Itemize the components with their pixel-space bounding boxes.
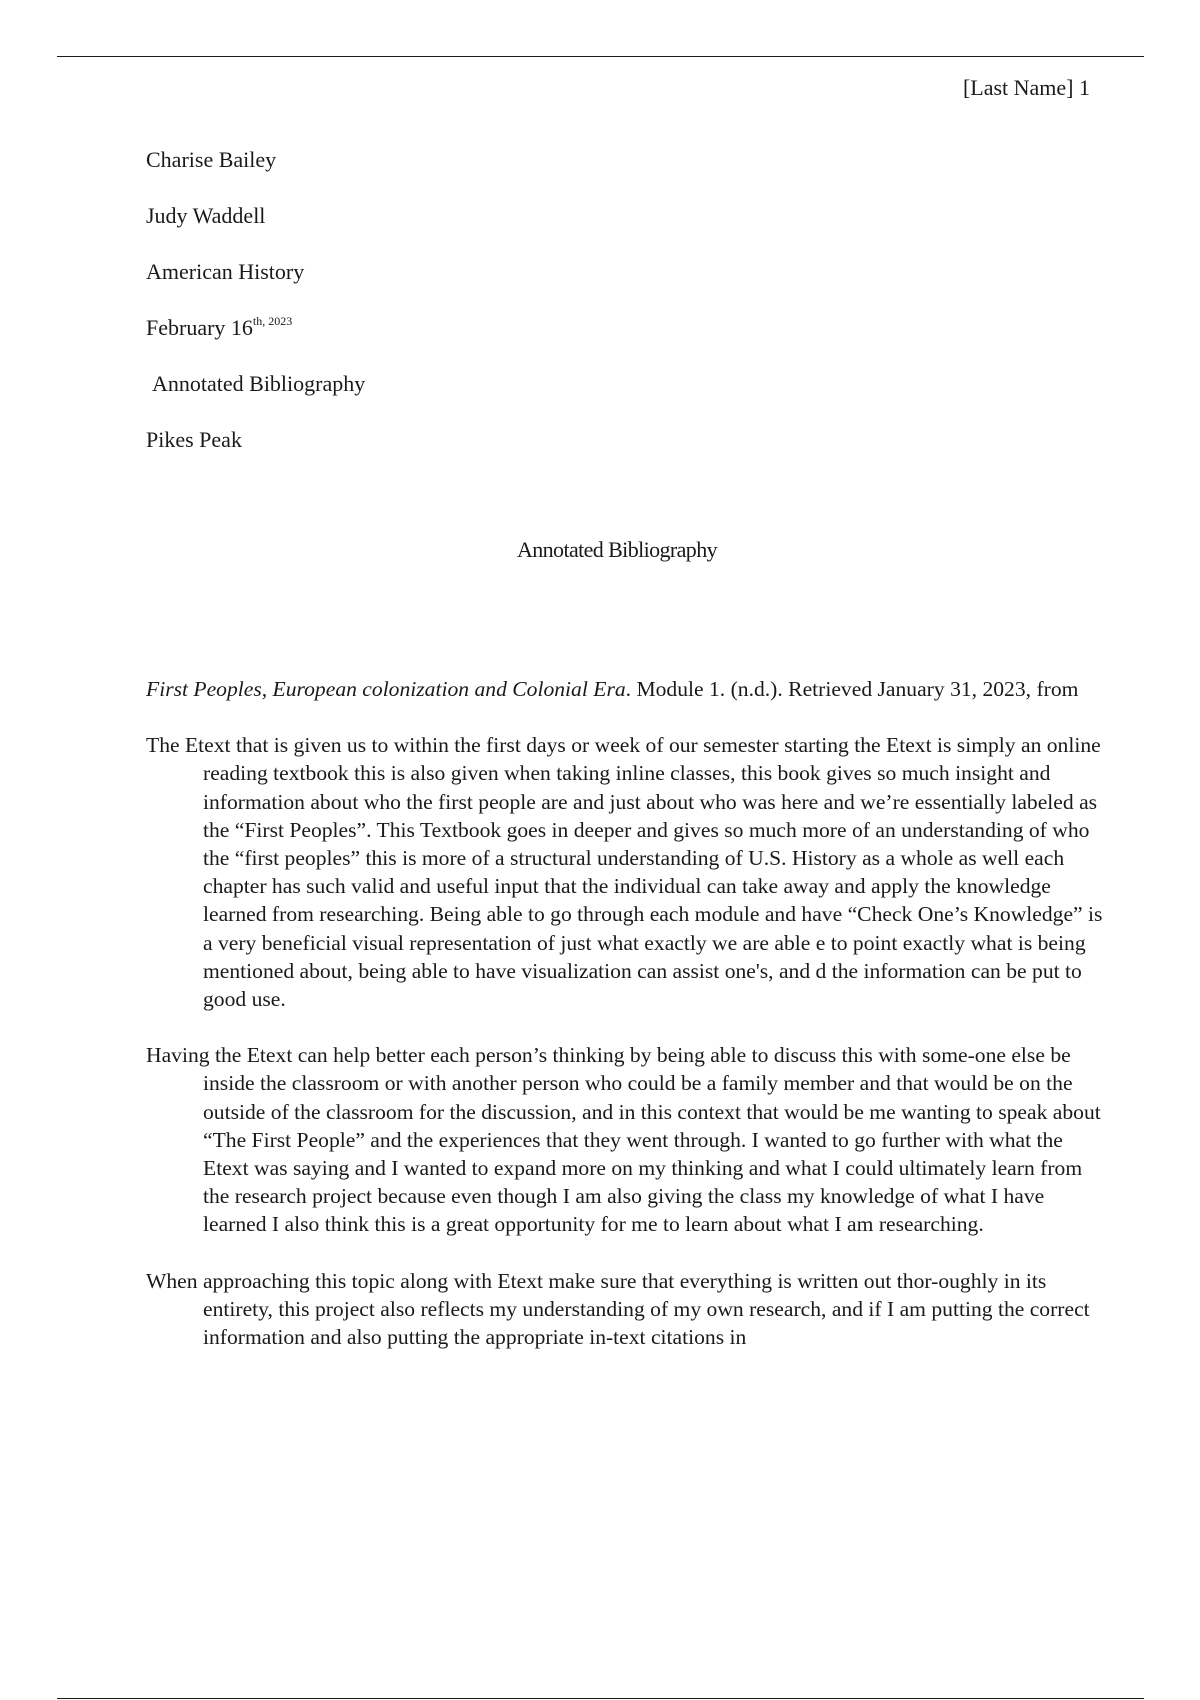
- citation-title: First Peoples, European colonization and Colonial Era: [146, 677, 626, 701]
- date: [146, 312, 746, 368]
- top-rule: [57, 56, 1144, 57]
- citation-details: . Module 1. (n.d.). Retrieved January 31, 2023, from: [625, 677, 1079, 701]
- annotation-paragraph-2: Having the Etext can help better each person’s thinking by being able to discuss this with some-one else be inside the classroom or with another person who could be a family member and that would be on the outside of the classroom for the discussion, and in this context that would be me wanting to speak about “The First People” and the experiences that they went through. I wanted to go further with what the Etext was saying and I wanted to expand more on my thinking and what I could ultimately learn from the research project because even though I am also giving the class my knowledge of what I have learned I also think this is a great opportunity for me to learn about what I am researching.: [146, 1043, 1101, 1237]
- annotation-paragraph-1: The Etext that is given us to within the first days or week of our semester starting the Etext is simply an online reading textbook this is also given when taking inline classes, this book gives so much insight and information about who the first people are and just about who was here and we’re essentially labeled as the “First Peoples”. This Textbook goes in deeper and gives so much more of an understanding of who the “first peoples” this is more of a structural understanding of U.S. History as a whole as well each chapter has such valid and useful input that the individual can take away and apply the knowledge learned from researching. Being able to go through each module and have “Check One’s Knowledge” is a very beneficial visual representation of just what exactly we are able e to point exactly what is being mentioned about, being able to have visualization can assist one's, and d the information can be put to good use.: [146, 733, 1103, 1012]
- date-superscript: th, 2023: [252, 314, 293, 328]
- citation-entry: [146, 675, 1104, 703]
- page-title: Annotated Bibliography: [516, 537, 718, 562]
- student-name: Charise Bailey: [146, 147, 277, 172]
- course-name: American History: [146, 259, 305, 284]
- mla-heading: [146, 144, 746, 480]
- school-name: Pikes Peak: [146, 427, 242, 452]
- bibliography-body: [146, 675, 1104, 1379]
- annotation-paragraph-3: When approaching this topic along with Etext make sure that everything is written out thor-oughly in its entirety, this project also reflects my understanding of my own research, and if I am putting the correct information and also putting the appropriate in-text citations in: [146, 1268, 1090, 1350]
- instructor-name: Judy Waddell: [146, 203, 266, 228]
- running-head: [Last Name] 1: [962, 75, 1090, 100]
- assignment-name: Annotated Bibliography: [152, 371, 366, 396]
- bottom-rule: [57, 1698, 1144, 1699]
- date-main: February 16: [146, 315, 253, 340]
